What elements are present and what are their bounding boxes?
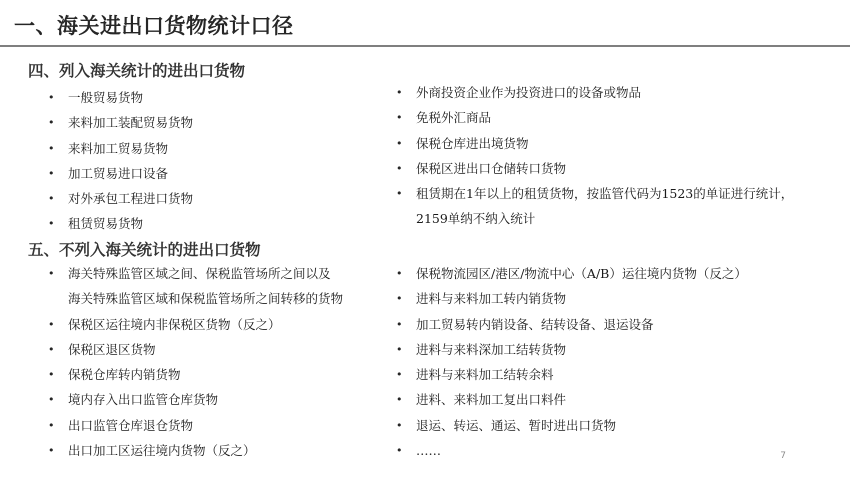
section-heading-included: 四、列入海关统计的进出口货物 — [28, 62, 246, 80]
excluded-goods-list-left — [48, 261, 343, 463]
list-item: • 进料与来料加工转内销货物 — [396, 286, 747, 311]
list-item: • 来料加工装配贸易货物 — [48, 110, 193, 135]
included-goods-list-left — [48, 85, 193, 237]
list-item: • 租赁期在1年以上的租赁货物，按监管代码为1523的单证进行统计， — [396, 181, 793, 206]
list-item: • 保税区进出口仓储转口货物 — [396, 156, 793, 181]
slide-title: 一、海关进出口货物统计口径 — [14, 14, 294, 38]
excluded-goods-list-right — [396, 261, 747, 463]
title-divider — [0, 45, 850, 47]
list-item: • 保税区运往境内非保税区货物（反之） — [48, 312, 343, 337]
list-item-continuation: 2159单纳不纳入统计 — [416, 211, 536, 227]
list-item: • 出口监管仓库退仓货物 — [48, 413, 343, 438]
section-heading-excluded: 五、不列入海关统计的进出口货物 — [28, 241, 261, 259]
list-item: • 来料加工贸易货物 — [48, 136, 193, 161]
list-item: • 进料与来料加工结转余料 — [396, 362, 747, 387]
page-number: 7 — [780, 451, 786, 461]
list-item: • 保税区退区货物 — [48, 337, 343, 362]
list-item: • 保税物流园区/港区/物流中心（A/B）运往境内货物（反之） — [396, 261, 747, 286]
list-item: • 境内存入出口监管仓库货物 — [48, 387, 343, 412]
list-item: • 免税外汇商品 — [396, 105, 793, 130]
list-item: • …… — [396, 438, 747, 463]
list-item: • 保税仓库转内销货物 — [48, 362, 343, 387]
list-item: • 出口加工区运往境内货物（反之） — [48, 438, 343, 463]
list-item: • 进料、来料加工复出口料件 — [396, 387, 747, 412]
list-item: • 加工贸易转内销设备、结转设备、退运设备 — [396, 312, 747, 337]
list-item-continuation: 海关特殊监管区域和保税监管场所之间转移的货物 — [68, 291, 344, 307]
list-item: • 海关特殊监管区域之间、保税监管场所之间以及 — [48, 261, 343, 286]
list-item: • 租赁贸易货物 — [48, 211, 193, 236]
list-item: • 进料与来料深加工结转货物 — [396, 337, 747, 362]
list-item: • 保税仓库进出境货物 — [396, 131, 793, 156]
list-item: • 加工贸易进口设备 — [48, 161, 193, 186]
list-item: • 退运、转运、通运、暂时进出口货物 — [396, 413, 747, 438]
included-goods-list-right — [396, 80, 793, 232]
list-item: • 对外承包工程进口货物 — [48, 186, 193, 211]
list-item: • 一般贸易货物 — [48, 85, 193, 110]
list-item: • 外商投资企业作为投资进口的设备或物品 — [396, 80, 793, 105]
